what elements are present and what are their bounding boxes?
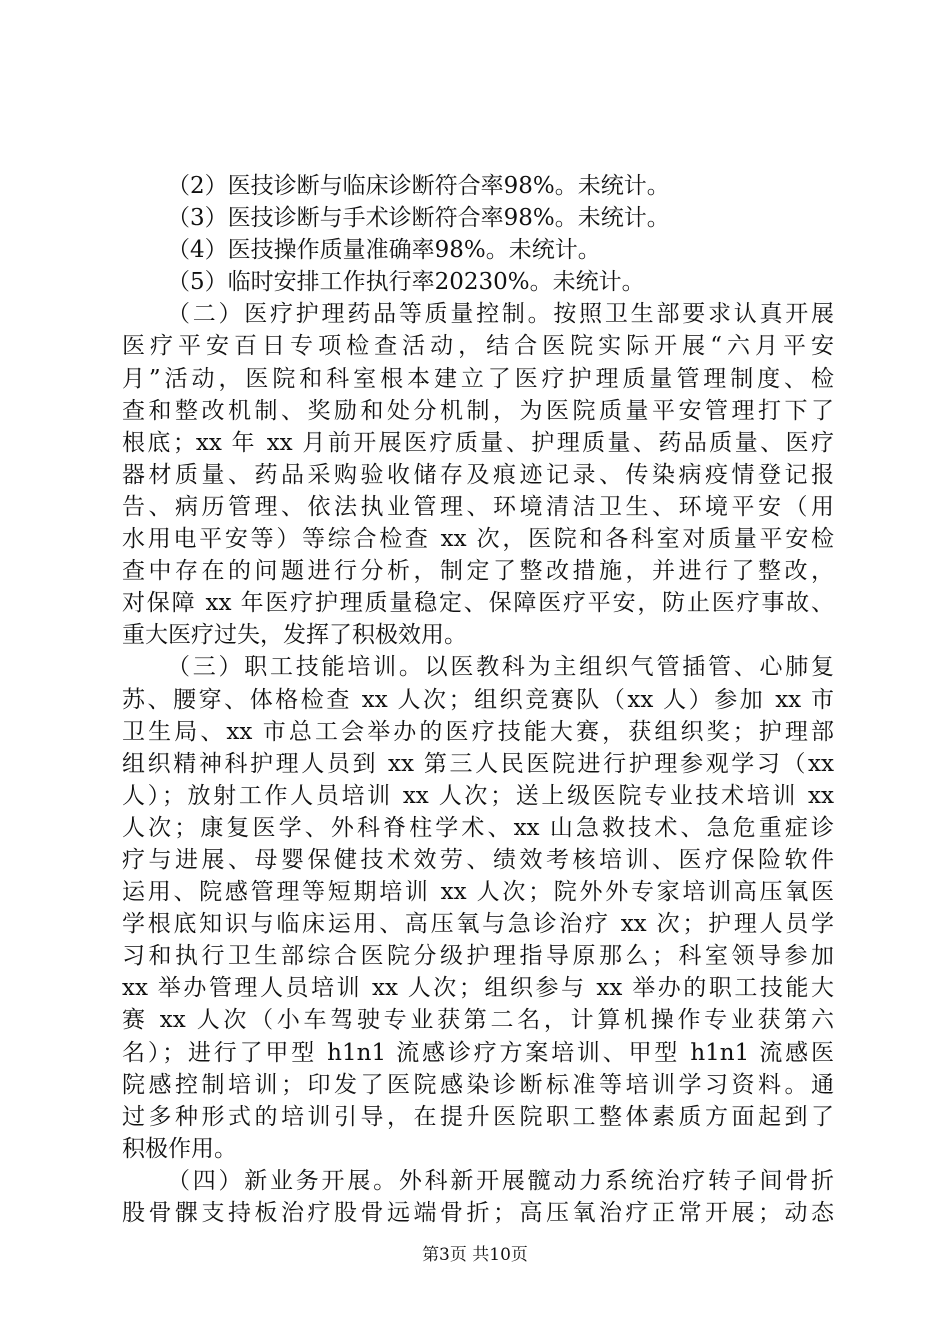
text-line: 重大医疗过失，发挥了积极效用。 [122,622,467,649]
text-line: 习和执行卫生部综合医院分级护理指导原那么；科室领导参加 [122,943,834,970]
text-line: 查和整改机制、奖励和处分机制，为医院质量平安管理打下了 [122,397,834,424]
text-line: 人次；康复医学、外科脊柱学术、xx 山急救技术、急危重症诊 [122,814,834,841]
paragraph [122,651,834,1165]
text-line: （三）职工技能培训。以医教科为主组织气管插管、心肺复 [167,654,834,681]
paragraph [122,170,834,202]
paragraph [122,266,834,298]
text-line: xx 举办管理人员培训 xx 人次；组织参与 xx 举办的职工技能大 [122,975,834,1002]
text-line: 积极作用。 [122,1135,237,1162]
text-line: 院感控制培训；印发了医院感染诊断标准等培训学习资料。通 [122,1071,834,1098]
text-line: 名）；进行了甲型 h1n1 流感诊疗方案培训、甲型 h1n1 流感医 [122,1039,834,1066]
text-line: 股骨髁支持板治疗股骨远端骨折；高压氧治疗正常开展；动态 [122,1200,834,1226]
paragraph [122,1165,834,1229]
text-line: （2）医技诊断与临床诊断符合率98%。未统计。 [167,173,670,199]
text-line: （5）临时安排工作执行率20230%。未统计。 [167,269,645,296]
text-line: 人）；放射工作人员培训 xx 人次；送上级医院专业技术培训 xx [122,782,834,809]
text-line: 运用、院感管理等短期培训 xx 人次；院外外专家培训高压氧医 [122,879,834,906]
text-line: 对保障 xx 年医疗护理质量稳定、保障医疗平安，防止医疗事故、 [122,590,834,617]
text-line: 疗与进展、母婴保健技术效劳、绩效考核培训、医疗保险软件 [122,846,834,873]
text-line: （四）新业务开展。外科新开展髋动力系统治疗转子间骨折 [167,1167,834,1194]
paragraph [122,234,834,266]
paragraph [122,202,834,234]
text-line: 学根底知识与临床运用、高压氧与急诊治疗 xx 次；护理人员学 [122,911,834,938]
text-line: 医疗平安百日专项检查活动，结合医院实际开展“六月平安 [122,333,834,360]
text-line: 告、病历管理、依法执业管理、环境清洁卫生、环境平安（用 [122,493,834,520]
page-footer: 第3页 共10页 [422,1245,528,1265]
text-line: （3）医技诊断与手术诊断符合率98%。未统计。 [167,205,670,232]
text-line: （4）医技操作质量准确率98%。未统计。 [167,237,601,264]
text-line: 苏、腰穿、体格检查 xx 人次；组织竞赛队（xx 人）参加 xx 市 [122,686,834,713]
text-line: 根底；xx 年 xx 月前开展医疗质量、护理质量、药品质量、医疗 [122,429,834,456]
text-line: 器材质量、药品采购验收储存及痕迹记录、传染病疫情登记报 [122,461,834,488]
text-line: 月”活动，医院和科室根本建立了医疗护理质量管理制度、检 [122,365,834,392]
paragraph [122,298,834,651]
text-line: 水用电平安等）等综合检查 xx 次，医院和各科室对质量平安检 [122,526,834,553]
text-line: 卫生局、xx 市总工会举办的医疗技能大赛，获组织奖；护理部 [122,718,834,745]
text-line: 赛 xx 人次（小车驾驶专业获第二名，计算机操作专业获第六 [122,1007,834,1034]
text-line: 过多种形式的培训引导，在提升医院职工整体素质方面起到了 [122,1103,834,1130]
document-body [122,170,834,1229]
text-line: 查中存在的问题进行分析，制定了整改措施，并进行了整改， [122,558,834,585]
text-line: 组织精神科护理人员到 xx 第三人民医院进行护理参观学习（xx [122,750,834,777]
text-line: （二）医疗护理药品等质量控制。按照卫生部要求认真开展 [167,301,834,328]
